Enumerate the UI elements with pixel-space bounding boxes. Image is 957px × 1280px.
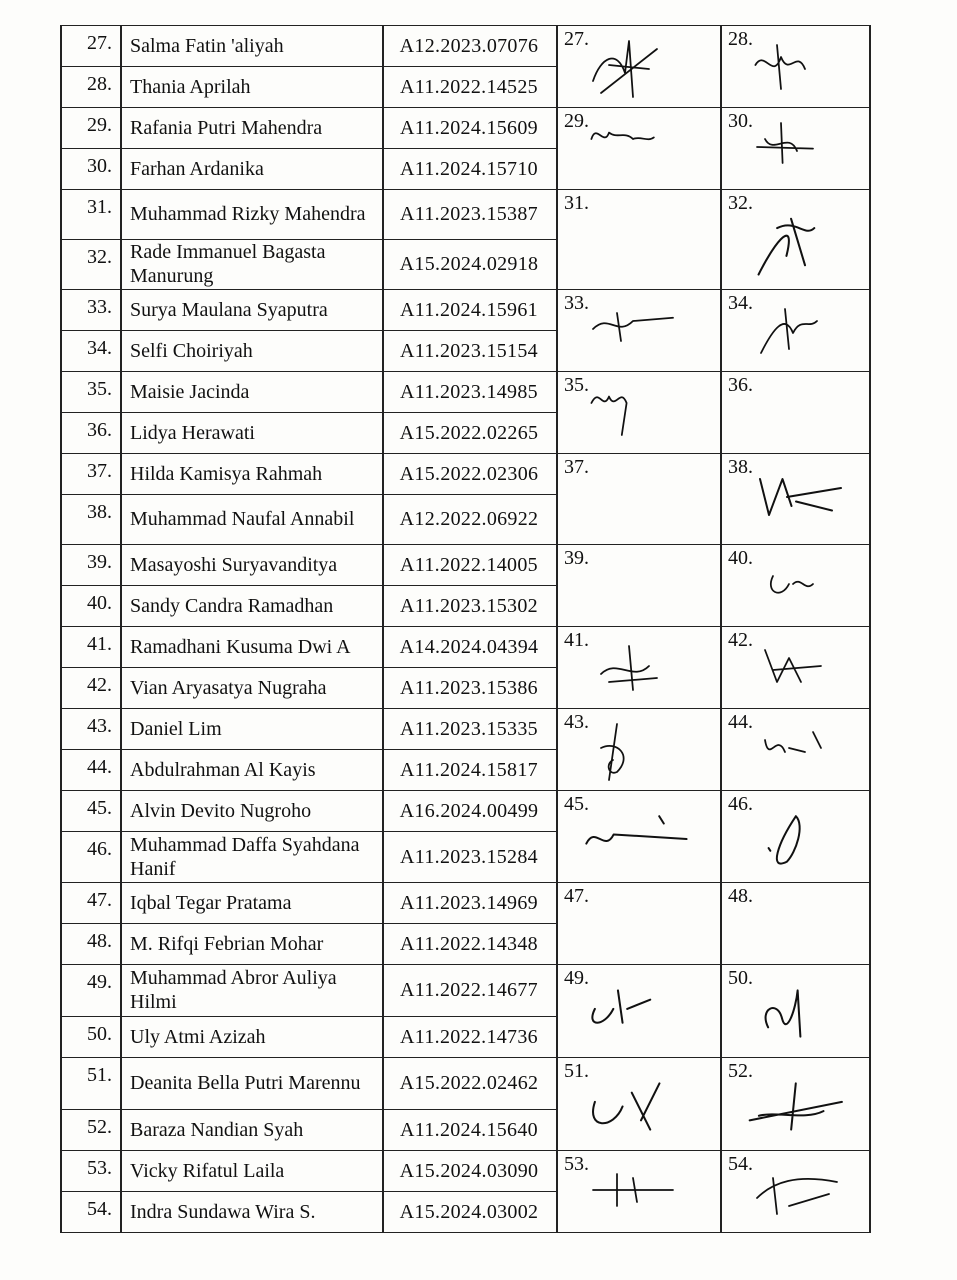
row-number: 32.: [87, 246, 112, 268]
student-id: A11.2024.15961: [400, 298, 538, 321]
signature-label: 46.: [728, 793, 753, 815]
table-gridline: [60, 66, 558, 67]
student-name: Muhammad Rizky Mahendra: [130, 203, 366, 225]
row-number: 28.: [87, 73, 112, 95]
table-gridline: [60, 882, 871, 883]
signature-mark: [740, 33, 870, 105]
signature-mark: [740, 1158, 870, 1230]
signature-label: 40.: [728, 547, 753, 569]
table-gridline: [60, 25, 871, 26]
table-gridline: [60, 494, 558, 495]
signature-label: 45.: [564, 793, 589, 815]
student-name: Daniel Lim: [130, 717, 222, 740]
signature-mark: [576, 379, 706, 451]
student-name: Indra Sundawa Wira S.: [130, 1200, 316, 1223]
student-name: Baraza Nandian Syah: [130, 1118, 304, 1141]
row-number: 35.: [87, 378, 112, 400]
signature-label: 44.: [728, 711, 753, 733]
row-number: 49.: [87, 971, 112, 993]
student-id: A11.2023.15386: [400, 676, 538, 699]
table-gridline: [60, 412, 558, 413]
table-gridline: [382, 25, 384, 1232]
signature-label: 30.: [728, 110, 753, 132]
student-id: A11.2022.14736: [400, 1025, 538, 1048]
table-gridline: [60, 330, 558, 331]
row-number: 44.: [87, 756, 112, 778]
table-gridline: [60, 708, 871, 709]
student-id: A12.2023.07076: [399, 34, 539, 57]
student-id: A11.2023.15387: [400, 203, 538, 225]
signature-label: 49.: [564, 967, 589, 989]
student-id: A15.2022.02462: [399, 1072, 539, 1094]
student-id: A12.2022.06922: [399, 508, 539, 530]
row-number: 33.: [87, 296, 112, 318]
student-id: A14.2024.04394: [399, 635, 539, 658]
signature-label: 28.: [728, 28, 753, 50]
signature-label: 47.: [564, 885, 589, 907]
signature-label: 42.: [728, 629, 753, 651]
student-name: Rade Immanuel Bagasta Manurung: [130, 241, 326, 287]
signature-label: 52.: [728, 1060, 753, 1082]
row-number: 36.: [87, 419, 112, 441]
signature-label: 43.: [564, 711, 589, 733]
table-gridline: [60, 831, 558, 832]
signature-mark: [576, 297, 706, 369]
signature-mark: [740, 552, 870, 624]
student-name: Muhammad Daffa Syahdana Hanif: [130, 833, 360, 880]
student-id: A11.2022.14525: [400, 75, 538, 98]
signature-label: 37.: [564, 456, 589, 478]
student-name: Thania Aprilah: [130, 75, 251, 98]
signature-label: 54.: [728, 1153, 753, 1175]
signature-label: 53.: [564, 1153, 589, 1175]
signature-label: 39.: [564, 547, 589, 569]
student-id: A11.2024.15640: [400, 1118, 538, 1141]
table-gridline: [60, 749, 558, 750]
signature-label: 29.: [564, 110, 589, 132]
signature-mark: [576, 1158, 706, 1230]
row-number: 29.: [87, 114, 112, 136]
signature-label: 34.: [728, 292, 753, 314]
student-name: Salma Fatin 'aliyah: [130, 34, 284, 57]
student-name: Muhammad Naufal Annabil: [130, 508, 355, 530]
table-gridline: [60, 1191, 558, 1192]
student-id: A11.2024.15817: [400, 758, 538, 781]
student-id: A11.2023.15335: [400, 717, 538, 740]
student-name: M. Rifqi Febrian Mohar: [130, 932, 324, 955]
student-name: Vian Aryasatya Nugraha: [130, 676, 327, 699]
student-name: Abdulrahman Al Kayis: [130, 758, 316, 781]
row-number: 45.: [87, 797, 112, 819]
row-number: 53.: [87, 1157, 112, 1179]
student-name: Deanita Bella Putri Marennu: [130, 1072, 361, 1094]
student-name: Sandy Candra Ramadhan: [130, 594, 334, 617]
signature-mark: [740, 461, 870, 542]
student-id: A15.2022.02265: [399, 421, 539, 444]
table-gridline: [60, 1057, 871, 1058]
student-id: A11.2022.14677: [400, 979, 538, 1001]
row-number: 47.: [87, 889, 112, 911]
signature-mark: [740, 297, 870, 369]
row-number: 38.: [87, 501, 112, 523]
signature-mark: [740, 197, 870, 287]
row-number: 50.: [87, 1023, 112, 1045]
student-name: Hilda Kamisya Rahmah: [130, 462, 323, 485]
table-gridline: [60, 790, 871, 791]
signature-mark: [740, 716, 870, 788]
student-name: Lidya Herawati: [130, 421, 255, 444]
row-number: 54.: [87, 1198, 112, 1220]
row-number: 34.: [87, 337, 112, 359]
student-id: A11.2022.14348: [400, 932, 538, 955]
student-name: Ramadhani Kusuma Dwi A: [130, 635, 351, 658]
signature-mark: [740, 972, 870, 1055]
table-gridline: [60, 148, 558, 149]
signature-mark: [740, 798, 870, 880]
table-gridline: [60, 189, 871, 190]
row-number: 31.: [87, 196, 112, 218]
student-id: A11.2022.14005: [400, 553, 538, 576]
signature-mark: [576, 972, 706, 1055]
row-number: 27.: [87, 32, 112, 54]
row-number: 48.: [87, 930, 112, 952]
signature-mark: [740, 115, 870, 187]
row-number: 37.: [87, 460, 112, 482]
table-gridline: [556, 25, 558, 1232]
table-gridline: [60, 1150, 871, 1151]
table-gridline: [60, 25, 62, 1232]
table-gridline: [60, 964, 871, 965]
student-name: Muhammad Abror Auliya Hilmi: [130, 967, 337, 1013]
table-gridline: [60, 371, 871, 372]
student-name: Uly Atmi Azizah: [130, 1025, 266, 1048]
student-id: A11.2024.15609: [400, 116, 538, 139]
table-gridline: [120, 25, 122, 1232]
signature-label: 50.: [728, 967, 753, 989]
signature-label: 27.: [564, 28, 589, 50]
table-gridline: [720, 25, 722, 1232]
signature-mark: [576, 716, 706, 788]
student-id: A16.2024.00499: [399, 799, 539, 822]
table-gridline: [60, 1232, 871, 1233]
table-gridline: [60, 667, 558, 668]
row-number: 51.: [87, 1064, 112, 1086]
student-name: Selfi Choiriyah: [130, 339, 253, 362]
signature-mark: [576, 33, 706, 105]
student-id: A15.2024.03090: [399, 1159, 539, 1182]
signature-label: 38.: [728, 456, 753, 478]
signature-mark: [576, 634, 706, 706]
student-id: A15.2024.03002: [399, 1200, 539, 1223]
student-id: A11.2024.15710: [400, 157, 538, 180]
signature-label: 35.: [564, 374, 589, 396]
row-number: 43.: [87, 715, 112, 737]
table-gridline: [60, 544, 871, 545]
signature-label: 36.: [728, 374, 753, 396]
student-id: A11.2023.15154: [400, 339, 538, 362]
student-id: A11.2023.15302: [400, 594, 538, 617]
signature-label: 51.: [564, 1060, 589, 1082]
signature-mark: [576, 115, 706, 187]
table-gridline: [60, 107, 871, 108]
table-gridline: [60, 923, 558, 924]
table-gridline: [60, 585, 558, 586]
signature-mark: [576, 1065, 706, 1148]
student-id: A11.2023.15284: [400, 845, 538, 868]
table-gridline: [60, 289, 871, 290]
row-number: 40.: [87, 592, 112, 614]
table-gridline: [60, 453, 871, 454]
row-number: 30.: [87, 155, 112, 177]
signature-label: 41.: [564, 629, 589, 651]
signature-label: 31.: [564, 192, 589, 214]
student-name: Rafania Putri Mahendra: [130, 116, 323, 139]
signature-mark: [740, 634, 870, 706]
signature-label: 48.: [728, 885, 753, 907]
table-gridline: [60, 239, 558, 240]
student-name: Maisie Jacinda: [130, 380, 250, 403]
table-gridline: [60, 626, 871, 627]
signature-mark: [740, 1065, 870, 1148]
signature-mark: [576, 798, 706, 880]
student-name: Masayoshi Suryavanditya: [130, 553, 338, 576]
row-number: 42.: [87, 674, 112, 696]
student-id: A15.2024.02918: [399, 253, 539, 275]
student-name: Vicky Rifatul Laila: [130, 1159, 285, 1182]
student-id: A15.2022.02306: [399, 462, 539, 485]
row-number: 39.: [87, 551, 112, 573]
row-number: 41.: [87, 633, 112, 655]
table-gridline: [60, 1016, 558, 1017]
row-number: 46.: [87, 838, 112, 860]
signature-label: 32.: [728, 192, 753, 214]
table-gridline: [60, 1109, 558, 1110]
student-id: A11.2023.14969: [400, 891, 538, 914]
student-name: Alvin Devito Nugroho: [130, 799, 312, 822]
student-name: Surya Maulana Syaputra: [130, 298, 328, 321]
student-name: Farhan Ardanika: [130, 157, 264, 180]
row-number: 52.: [87, 1116, 112, 1138]
student-name: Iqbal Tegar Pratama: [130, 891, 292, 914]
student-id: A11.2023.14985: [400, 380, 538, 403]
signature-label: 33.: [564, 292, 589, 314]
